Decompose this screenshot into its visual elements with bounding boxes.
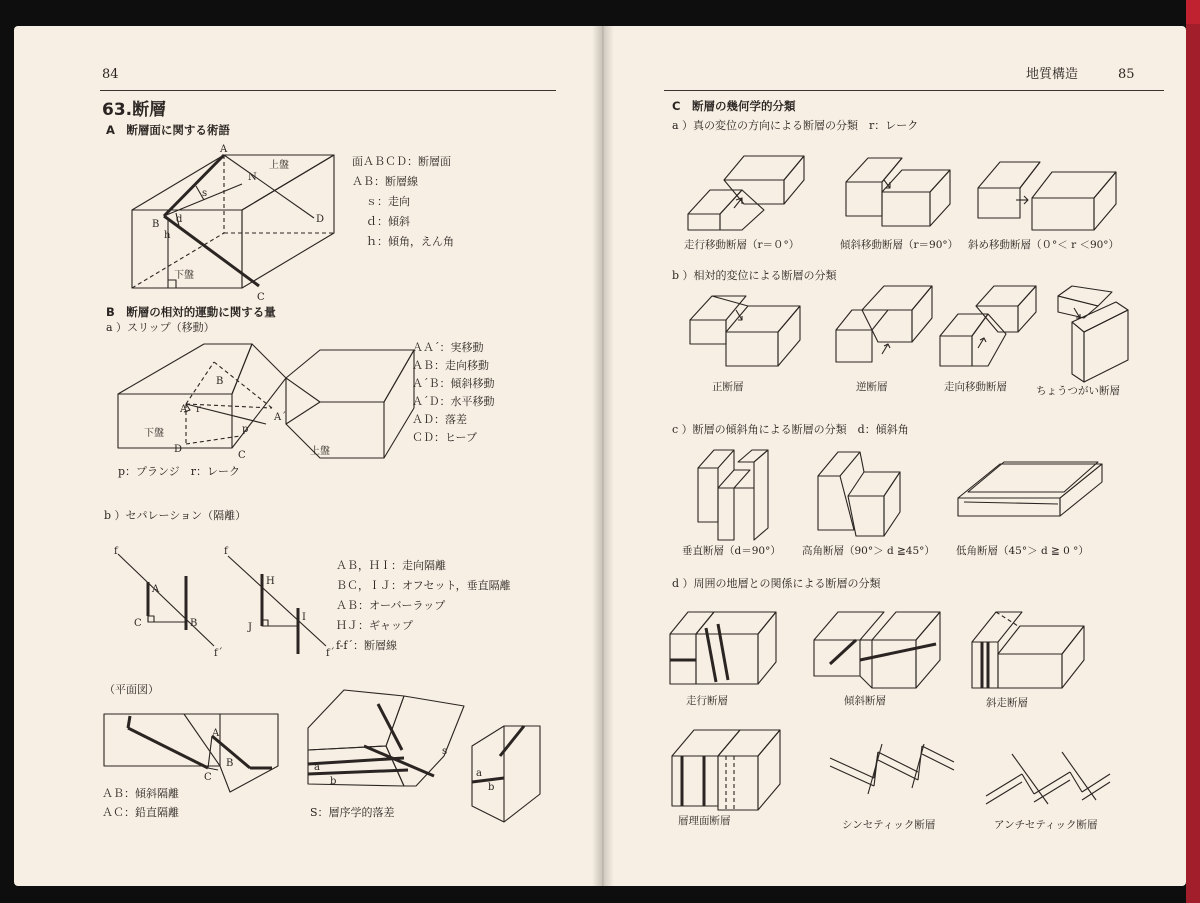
book-cover-corner [1186, 0, 1200, 24]
plan-legend-2: ＡＣ：鉛直隔離 [102, 806, 179, 819]
strike-fault-d-diagram [666, 598, 782, 688]
legend-a-4: ｄ：傾斜 [366, 215, 410, 228]
sep-label-H: H [266, 576, 275, 587]
caption-normal: 正断層 [712, 381, 744, 393]
plan-label-a: a [314, 762, 320, 773]
sep-label-f: f [114, 546, 118, 557]
slip-label-B: B [216, 376, 224, 387]
low-angle-fault-diagram [954, 436, 1106, 522]
sep-legend-3: ＡＢ：オーバーラップ [336, 599, 446, 612]
caption-hinge: ちょうつがい断層 [1036, 385, 1120, 397]
oblique-fault-d-diagram [968, 598, 1088, 694]
sep-label-A: A [152, 584, 160, 595]
slip-legend-6: ＣＤ：ヒーブ [412, 431, 478, 444]
caption-strike-slip-b: 走向移動断層 [944, 381, 1007, 393]
oblique-slip-fault-diagram [974, 154, 1124, 234]
legend-a-3: ｓ：走向 [366, 195, 410, 208]
caption-oblique-fault: 斜走断層 [986, 697, 1028, 709]
fig-a-label-N: N [248, 172, 257, 183]
book-cover-edge [1186, 0, 1200, 903]
slip-label-D: D [174, 444, 183, 455]
slip-label-r: r [196, 404, 201, 415]
dip-slip-fault-diagram [842, 154, 957, 224]
sep-legend-5: f-f´：断層線 [336, 639, 397, 652]
caption-dip-fault: 傾斜断層 [844, 695, 886, 707]
caption-synthetic: シンセティック断層 [842, 819, 936, 831]
caption-antithetic: アンチセティック断層 [994, 819, 1098, 831]
fig-a-label-D: D [316, 214, 325, 225]
synthetic-fault-diagram [826, 744, 956, 804]
sep-label-I: I [302, 612, 306, 623]
separation-title: b ）セパレーション（隔離） [104, 509, 247, 522]
right-page [602, 26, 1186, 886]
plan-label-s: s [442, 746, 448, 757]
left-page [14, 26, 602, 886]
header-rule-right [664, 90, 1164, 91]
dip-fault-d-diagram [810, 604, 940, 696]
caption-strike-fault: 走行断層 [686, 695, 728, 707]
antithetic-fault-diagram [982, 744, 1112, 804]
class-d-title: d ）周囲の地層との関係による断層の分類 [672, 577, 881, 590]
caption-vertical: 垂直断層（d＝90°） [682, 545, 781, 557]
sep-legend-4: ＨＪ：ギャップ [336, 619, 413, 632]
fig-a-label-d: d [176, 214, 183, 225]
sep-legend-2: ＢＣ，ＩＪ：オフセット，垂直隔離 [336, 579, 511, 592]
sep-label-C: C [134, 618, 142, 629]
legend-a-5: ｈ：傾角，えん角 [366, 235, 454, 248]
slip-legend-2: ＡＢ：走向移動 [412, 359, 489, 372]
section-c-title: C 断層の幾何学的分類 [672, 99, 796, 113]
vertical-fault-diagram [694, 438, 774, 544]
book-gutter-shadow [592, 26, 614, 886]
slip-label-p: p [242, 424, 249, 435]
slip-title: a ）スリップ（移動） [106, 321, 215, 334]
slip-label-lower: 下盤 [144, 428, 164, 439]
high-angle-fault-diagram [814, 436, 914, 540]
slip-label-A: A [180, 404, 188, 415]
plan-label-a2: a [476, 768, 482, 779]
running-head: 地質構造 [1026, 67, 1079, 82]
fig-a-label-B: B [152, 219, 160, 230]
caption-reverse: 逆断層 [856, 381, 888, 393]
slip-diagram [114, 332, 424, 462]
caption-low-angle: 低角断層（45°＞ d ≧ 0 °） [956, 545, 1089, 557]
strike-slip-fault-diagram [684, 150, 809, 230]
slip-legend-3: Ａ´Ｂ：傾斜移動 [412, 377, 495, 390]
slip-caption: p：プランジ r：レーク [118, 465, 241, 478]
normal-fault-diagram [686, 282, 806, 372]
section-a-title: A 断層面に関する術語 [106, 123, 230, 137]
class-c-title: c ）断層の傾斜角による断層の分類 d：傾斜角 [672, 423, 909, 436]
slip-legend-5: ＡＤ：落差 [412, 413, 467, 426]
header-rule-left [100, 90, 556, 91]
sep-label-J: J [248, 622, 253, 633]
plan-label-b: b [330, 776, 337, 787]
plan-label-A: A [212, 728, 220, 739]
stratigraphic-throw-diagram [304, 686, 554, 806]
sep-label-f2-b: f´ [326, 648, 335, 659]
fig-a-label-s: s [202, 188, 208, 199]
legend-a-2: ＡＢ：断層線 [352, 175, 418, 188]
plan-label-b2: b [488, 782, 495, 793]
sep-label-B: B [190, 618, 198, 629]
class-b-title: b ）相対的変位による断層の分類 [672, 269, 837, 282]
slip-label-upper: 上盤 [310, 446, 330, 457]
fault-plane-diagram [124, 138, 344, 308]
slip-label-A2: A´ [274, 412, 287, 423]
caption-oblique-slip: 斜め移動断層（０°＜ r ＜90°） [968, 239, 1120, 251]
fig-a-label-lower: 下盤 [174, 270, 194, 281]
fig-a-label-h: h [164, 230, 171, 241]
fig-a-label-A: A [220, 144, 228, 155]
bedding-plane-fault-diagram [668, 720, 784, 816]
strike-slip-fault-b-diagram [936, 282, 1041, 374]
page-number-right: 85 [1118, 67, 1135, 82]
slip-legend-1: ＡＡ´：実移動 [412, 341, 484, 354]
hinge-fault-diagram [1054, 282, 1134, 392]
plan-view-label: （平面図） [104, 683, 159, 696]
plan-label-C: C [204, 772, 212, 783]
plan-view-diagram [100, 706, 290, 796]
separation-diagram [110, 546, 340, 658]
caption-dip-slip: 傾斜移動断層（r＝90°） [840, 239, 959, 251]
sep-label-f-b: f [224, 546, 228, 557]
plan-label-B: B [226, 758, 234, 769]
plan-legend-3: S：層序学的落差 [310, 806, 395, 819]
slip-legend-4: Ａ´Ｄ：水平移動 [412, 395, 495, 408]
reverse-fault-diagram [832, 282, 937, 372]
sep-legend-1: ＡＢ，ＨＩ：走向隔離 [336, 559, 446, 572]
sep-label-f2: f´ [214, 648, 223, 659]
plan-legend-1: ＡＢ：傾斜隔離 [102, 787, 179, 800]
fig-a-label-C: C [257, 292, 265, 303]
caption-high-angle: 高角断層（90°＞ d ≧45°） [802, 545, 935, 557]
page-title: 63.断層 [102, 100, 167, 120]
caption-strike-slip: 走行移動断層（r＝０°） [684, 239, 800, 251]
slip-label-C: C [238, 450, 246, 461]
class-a-title: a ）真の変位の方向による断層の分類 r：レーク [672, 119, 919, 132]
section-b-title: B 断層の相対的運動に関する量 [106, 305, 276, 319]
fig-a-label-upper: 上盤 [269, 160, 289, 171]
page-number-left: 84 [102, 67, 119, 82]
caption-bedding-plane: 層理面断層 [678, 815, 731, 827]
legend-a-1: 面ＡＢＣＤ：断層面 [352, 155, 451, 168]
